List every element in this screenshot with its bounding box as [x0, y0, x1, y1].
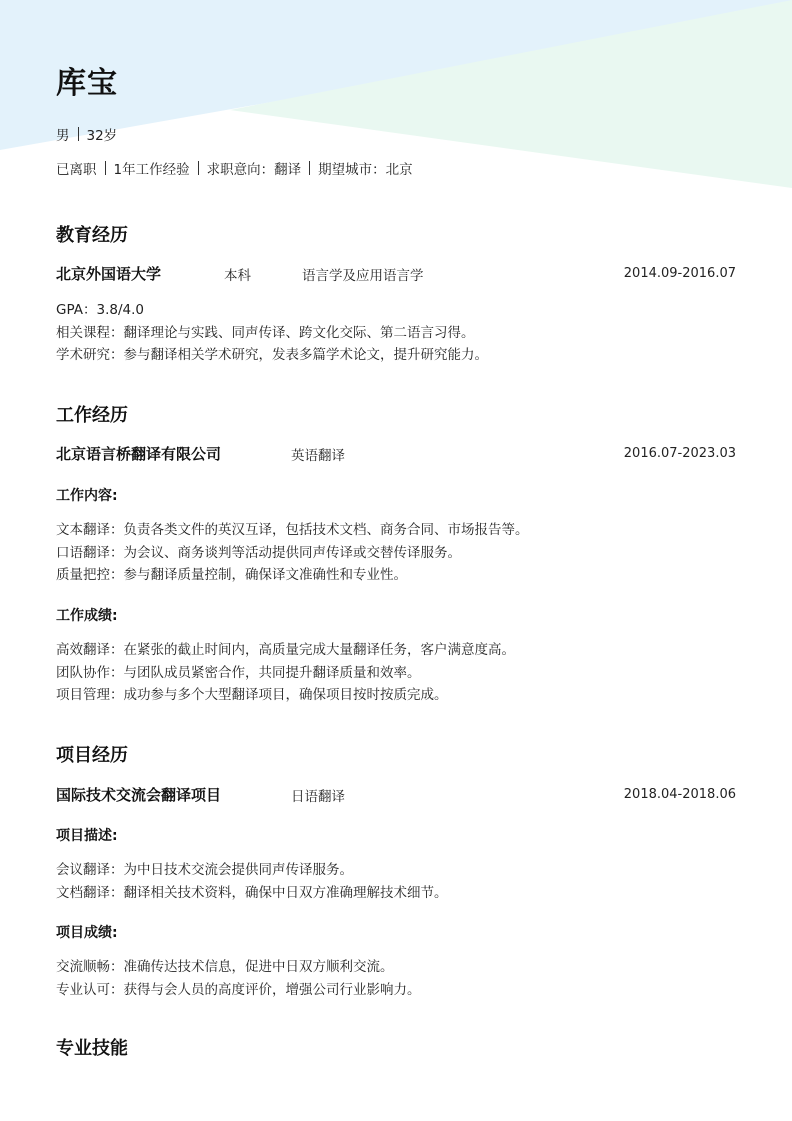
work-date: 2016.07-2023.03 [623, 446, 736, 461]
project-description-title: 项目描述: [56, 828, 118, 844]
candidate-name: 库宝 [56, 66, 118, 101]
work-content-title: 工作内容: [56, 488, 118, 504]
gender: 男 [56, 128, 70, 144]
divider [309, 161, 310, 175]
work-content-line: 质量把控：参与翻译质量控制，确保译文准确性和专业性。 [56, 567, 407, 583]
expected-city: 期望城市：北京 [318, 162, 413, 178]
divider [78, 127, 79, 141]
work-achievement-line: 高效翻译：在紧张的截止时间内，高质量完成大量翻译任务，客户满意度高。 [56, 642, 515, 658]
project-result-line: 专业认可：获得与会人员的高度评价，增强公司行业影响力。 [56, 981, 421, 998]
education-details [56, 299, 736, 367]
education-entry-header [56, 263, 736, 284]
project-result-title: 项目成绩: [56, 925, 118, 941]
project-date: 2018.04-2018.06 [623, 787, 736, 802]
project-role: 日语翻译 [291, 788, 345, 805]
work-experience: 1年工作经验 [113, 162, 190, 178]
work-content-line: 文本翻译：负责各类文件的英汉互译，包括技术文档、商务合同、市场报告等。 [56, 522, 529, 538]
work-content-list [56, 519, 736, 587]
project-section-title: 项目经历 [56, 745, 128, 766]
project-description-list [56, 859, 736, 904]
project-description-line: 文档翻译：翻译相关技术资料，确保中日双方准确理解技术细节。 [56, 884, 448, 901]
work-achievement-line: 团队协作：与团队成员紧密合作，共同提升翻译质量和效率。 [56, 664, 421, 681]
degree: 本科 [224, 267, 251, 284]
company-name: 北京语言桥翻译有限公司 [56, 445, 222, 463]
education-line: GPA：3.8/4.0 [56, 302, 144, 318]
project-name: 国际技术交流会翻译项目 [56, 786, 222, 804]
work-achievement-list [56, 639, 736, 707]
age: 32岁 [86, 128, 118, 144]
work-achievement-title: 工作成绩: [56, 608, 118, 624]
major: 语言学及应用语言学 [302, 267, 424, 284]
job-role: 英语翻译 [291, 447, 345, 464]
divider [105, 161, 106, 175]
work-content-line: 口语翻译：为会议、商务谈判等活动提供同声传译或交替传译服务。 [56, 544, 461, 561]
project-result-list [56, 956, 736, 1001]
work-achievement-line: 项目管理：成功参与多个大型翻译项目，确保项目按时按质完成。 [56, 687, 448, 703]
education-line: 学术研究：参与翻译相关学术研究，发表多篇学术论文，提升研究能力。 [56, 347, 488, 363]
education-date: 2014.09-2016.07 [623, 266, 736, 281]
work-section-title: 工作经历 [56, 405, 128, 426]
skills-section-title: 专业技能 [56, 1038, 128, 1059]
divider [198, 161, 199, 175]
education-section-title: 教育经历 [56, 225, 128, 246]
project-result-line: 交流顺畅：准确传达技术信息，促进中日双方顺利交流。 [56, 959, 394, 975]
school-name: 北京外国语大学 [56, 265, 162, 283]
work-entry-header [56, 443, 736, 464]
project-entry-header [56, 784, 736, 805]
education-line: 相关课程：翻译理论与实践、同声传译、跨文化交际、第二语言习得。 [56, 324, 475, 341]
employment-status: 已离职 [56, 162, 97, 178]
job-info-row [56, 158, 413, 178]
basic-info-row [56, 124, 117, 144]
job-intent: 求职意向：翻译 [206, 162, 302, 178]
project-description-line: 会议翻译：为中日技术交流会提供同声传译服务。 [56, 862, 353, 878]
